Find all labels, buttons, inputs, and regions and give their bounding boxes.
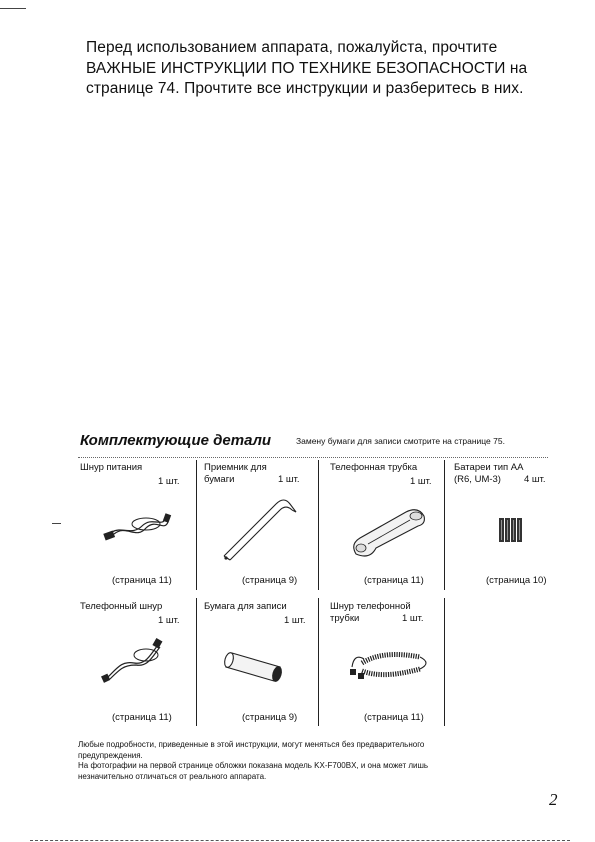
item-page-ref: (страница 11): [112, 712, 172, 723]
item-quantity: 1 шт.: [158, 615, 180, 626]
accessory-item-paper-holder: [204, 462, 314, 590]
accessory-item-paper-roll: [204, 601, 314, 727]
scan-mark-top-left: [0, 8, 26, 9]
accessory-item-handset-cord: [330, 601, 440, 727]
scan-mark-bottom: [30, 840, 570, 841]
item-page-ref: (страница 9): [242, 712, 298, 723]
item-label: Телефонный шнур: [80, 601, 163, 612]
item-page-ref: (страница 10): [486, 575, 547, 586]
handset-icon: [348, 504, 428, 564]
item-page-ref: (страница 9): [242, 575, 298, 586]
accessory-item-power-cord: [80, 462, 190, 590]
item-label-line2: трубки: [330, 613, 360, 624]
grid-divider: [318, 598, 319, 726]
grid-top-rule: [78, 457, 548, 458]
item-label: Шнур телефонной: [330, 601, 411, 612]
item-label: Бумага для записи: [204, 601, 287, 612]
accessory-item-handset: [330, 462, 440, 590]
grid-divider: [444, 598, 445, 726]
item-page-ref: (страница 11): [364, 575, 424, 586]
item-label-line2: (R6, UM-3): [454, 474, 501, 485]
grid-divider: [444, 460, 445, 590]
intro-line-safety: ВАЖНЫЕ ИНСТРУКЦИИ ПО ТЕХНИКЕ БЕЗОПАСНОСТИ на: [86, 59, 528, 77]
section-note: Замену бумаги для записи смотрите на странице 75.: [296, 436, 505, 446]
item-label: Батареи тип АА: [454, 462, 524, 473]
item-page-ref: (страница 11): [112, 575, 172, 586]
section-title: Комплектующие детали: [80, 432, 272, 449]
item-page-ref: (страница 11): [364, 712, 424, 723]
footnote: [78, 740, 548, 782]
item-quantity: 1 шт.: [402, 613, 424, 624]
telephone-cord-icon: [100, 637, 170, 687]
footnote-line: незначительно отличаться от реального аппарата.: [78, 771, 267, 781]
item-quantity: 1 шт.: [278, 474, 300, 485]
item-label-line2: бумаги: [204, 474, 235, 485]
grid-divider: [318, 460, 319, 590]
item-label: Шнур питания: [80, 462, 143, 473]
accessories-header: [80, 432, 505, 450]
page-number: 2: [549, 790, 558, 809]
item-label: Приемник для: [204, 462, 267, 473]
footnote-line: Любые подробности, приведенные в этой инструкции, могут меняться без предварительного: [78, 740, 425, 749]
scan-mark-left: [52, 523, 61, 524]
paper-holder-icon: [220, 498, 300, 568]
intro-line: Перед использованием аппарата, пожалуйста, прочтите: [86, 39, 498, 56]
accessory-item-telephone-cord: [80, 601, 190, 727]
grid-divider: [196, 460, 197, 590]
handset-cord-icon: [348, 647, 434, 687]
paper-roll-icon: [222, 643, 292, 683]
item-quantity: 1 шт.: [410, 476, 432, 487]
accessory-item-batteries: [454, 462, 564, 590]
item-quantity: 1 шт.: [158, 476, 180, 487]
batteries-icon: [498, 516, 528, 546]
power-cord-icon: [102, 506, 172, 546]
footnote-line: предупреждения.: [78, 750, 143, 760]
intro-line: странице 74. Прочтите все инструкции и разберитесь в них.: [86, 80, 524, 97]
footnote-line: На фотографии на первой странице обложки показана модель KX-F700BX, и она может лишь: [78, 761, 429, 770]
intro-paragraph: [86, 38, 576, 100]
grid-divider: [196, 598, 197, 726]
item-label: Телефонная трубка: [330, 462, 418, 473]
item-quantity: 1 шт.: [284, 615, 306, 626]
item-quantity: 4 шт.: [524, 474, 546, 485]
